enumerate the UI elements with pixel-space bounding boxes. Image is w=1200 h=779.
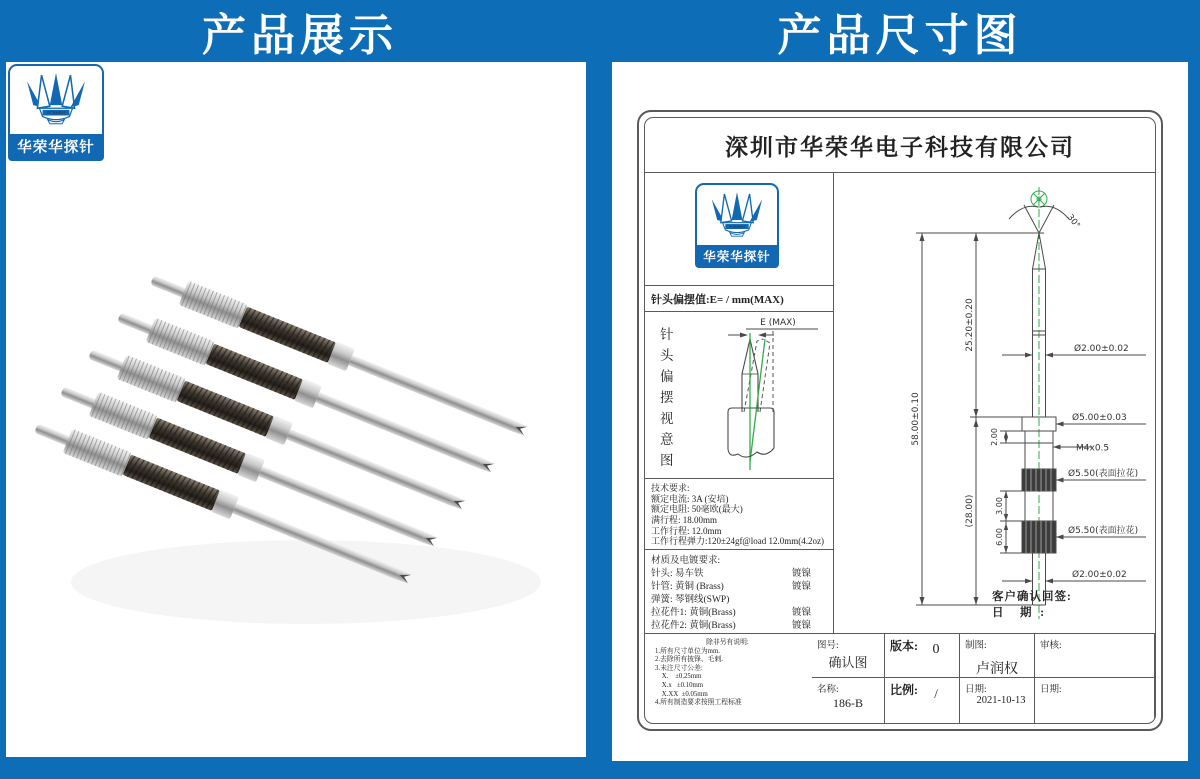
material-part: 针管: 黄铜 (Brass): [651, 582, 724, 593]
tech-line: 工作行程: 12.0mm: [651, 525, 722, 536]
company-name: 深圳市华荣华电子科技有限公司: [645, 118, 1155, 173]
customer-sign-date: 日 期 :: [992, 607, 1046, 619]
cell-figure-number: [812, 634, 885, 678]
tech-line: 额定电阻: 50毫欧(最大): [651, 504, 743, 515]
dim-thread: M4x0.5: [1076, 443, 1110, 454]
probe-dimension-drawing: [834, 173, 1156, 634]
left-panel-header: [0, 0, 600, 62]
material-part: 针头: 易车铁: [651, 569, 704, 580]
sheet-inner-frame: [644, 117, 1156, 724]
dimension-sheet-area: [612, 62, 1188, 761]
left-panel-title: 产品展示: [202, 11, 398, 60]
dim-gap-height: 3.00: [995, 497, 1004, 515]
material-row: [651, 568, 828, 581]
dimension-panel: [600, 0, 1200, 779]
draftsman-value: 卢润权: [976, 662, 1018, 677]
material-plating: 镀镍: [792, 608, 812, 619]
cell-notes: [645, 634, 812, 723]
title-block: [645, 633, 1155, 723]
tech-line: 额定电流: 3A (安培): [651, 493, 729, 504]
material-row: [651, 607, 828, 620]
version-value: 0: [932, 642, 940, 657]
cell-scale: [885, 678, 960, 723]
material-plating: 镀镍: [792, 582, 812, 593]
material-plating: 镀镍: [792, 569, 812, 580]
material-plating: [792, 594, 828, 607]
cell-draftsman: [960, 634, 1035, 678]
right-panel-header: [600, 0, 1200, 62]
dim-knurl-diameter-2: Ø5.50(表面拉花): [1068, 526, 1139, 536]
note-line: 3.未注尺寸公差:: [655, 664, 703, 672]
tech-line: 工作行程弹力:120±24gf@load 12.0mm(4.2oz): [651, 536, 824, 547]
dim-flange-height: 2.00: [990, 428, 999, 446]
name-label: 名称:: [817, 685, 839, 695]
note-line: X. ±0.25mm: [655, 673, 702, 681]
dim-bottom-diameter: Ø2.00±0.02: [1072, 570, 1127, 580]
note-line: 除非另有说明:: [706, 639, 749, 646]
material-part: 弹簧: 琴钢线(SWP): [651, 595, 730, 606]
note-line: X.x ±0.10mm: [655, 681, 704, 689]
sheet-outer-frame: [637, 110, 1163, 731]
product-photo: [6, 62, 586, 757]
sheet-logo-crown-icon: [695, 183, 779, 247]
version-label: 版本:: [890, 639, 918, 653]
product-photo-area: [6, 62, 586, 757]
sheet-logo-section: [645, 173, 833, 285]
tech-requirements: [645, 478, 833, 549]
dim-tip-diameter: Ø2.00±0.02: [1074, 344, 1129, 354]
photo-shadow: [71, 540, 541, 624]
customer-sign-line: 客户确认回签:: [992, 591, 1072, 603]
e-max-label: E (MAX): [760, 318, 796, 329]
audit-date-label: 日期:: [1040, 685, 1062, 695]
scale-value: /: [934, 686, 938, 701]
probe-drawing-area: [834, 173, 1155, 633]
dim-knurl-diameter-1: Ø5.50(表面拉花): [1068, 469, 1139, 479]
customer-sign-block: [992, 589, 1072, 621]
name-value: 186-B: [833, 696, 863, 710]
dim-knurl2-height: 6.00: [995, 528, 1004, 546]
tech-line: 满行程: 18.00mm: [651, 515, 718, 526]
dim-overall-length: 58.00±0.10: [911, 392, 921, 446]
materials-title: 材质及电镀要求:: [651, 556, 721, 567]
deflection-diagram: [678, 312, 828, 478]
materials-section: [645, 549, 833, 633]
note-line: X.XX ±0.05mm: [655, 690, 708, 698]
material-row: [651, 620, 828, 633]
draftsman-label: 制图:: [965, 641, 987, 651]
deflection-diagram-section: [645, 312, 833, 478]
date-label: 日期:: [965, 685, 987, 695]
note-line: 4.所有制造要求按照工程标准: [655, 699, 742, 707]
sheet-logo-brand-label: 华荣华探针: [695, 247, 779, 268]
logo-brand-label: 华荣华探针: [8, 136, 104, 161]
cell-auditor: [1035, 634, 1155, 678]
dim-upper-length: 25.20±0.20: [965, 298, 975, 352]
material-part: 拉花件1: 黄铜(Brass): [651, 608, 736, 619]
dim-flange-diameter: Ø5.00±0.03: [1072, 413, 1127, 423]
figure-number-label: 图号:: [817, 641, 839, 651]
cell-audit-date: [1035, 678, 1155, 723]
material-plating: 镀镍: [792, 621, 812, 632]
right-panel-title: 产品尺寸图: [777, 11, 1023, 60]
cell-date: [960, 678, 1035, 723]
date-value: 2021-10-13: [976, 695, 1026, 706]
material-part: 拉花件2: 黄铜(Brass): [651, 621, 736, 632]
auditor-label: 审核:: [1040, 641, 1062, 651]
deflection-value-label: 针头偏摆值:E= / mm(MAX): [645, 285, 833, 312]
logo-badge-text: PCBHRH: [46, 111, 66, 117]
note-line: 1.所有尺寸单位为mm.: [655, 647, 720, 655]
sheet-logo-badge-text: PCBHRH: [729, 224, 745, 229]
deflection-side-title: 针头偏摆视意图: [660, 327, 674, 469]
material-row: [651, 594, 828, 607]
dim-tip-angle: 30°: [1064, 212, 1082, 231]
cell-version: [885, 634, 960, 678]
dim-lower-length: (28.00): [965, 494, 975, 528]
note-line: 2.去除所有披锋、毛刺.: [655, 656, 723, 664]
sheet-left-column: [645, 173, 834, 633]
scale-label: 比例:: [890, 683, 918, 697]
figure-number-value: 确认图: [828, 655, 868, 670]
sheet-brand-logo: [695, 183, 779, 268]
tech-title: 技术要求:: [651, 483, 690, 494]
material-row: [651, 581, 828, 594]
cell-name: [812, 678, 885, 723]
